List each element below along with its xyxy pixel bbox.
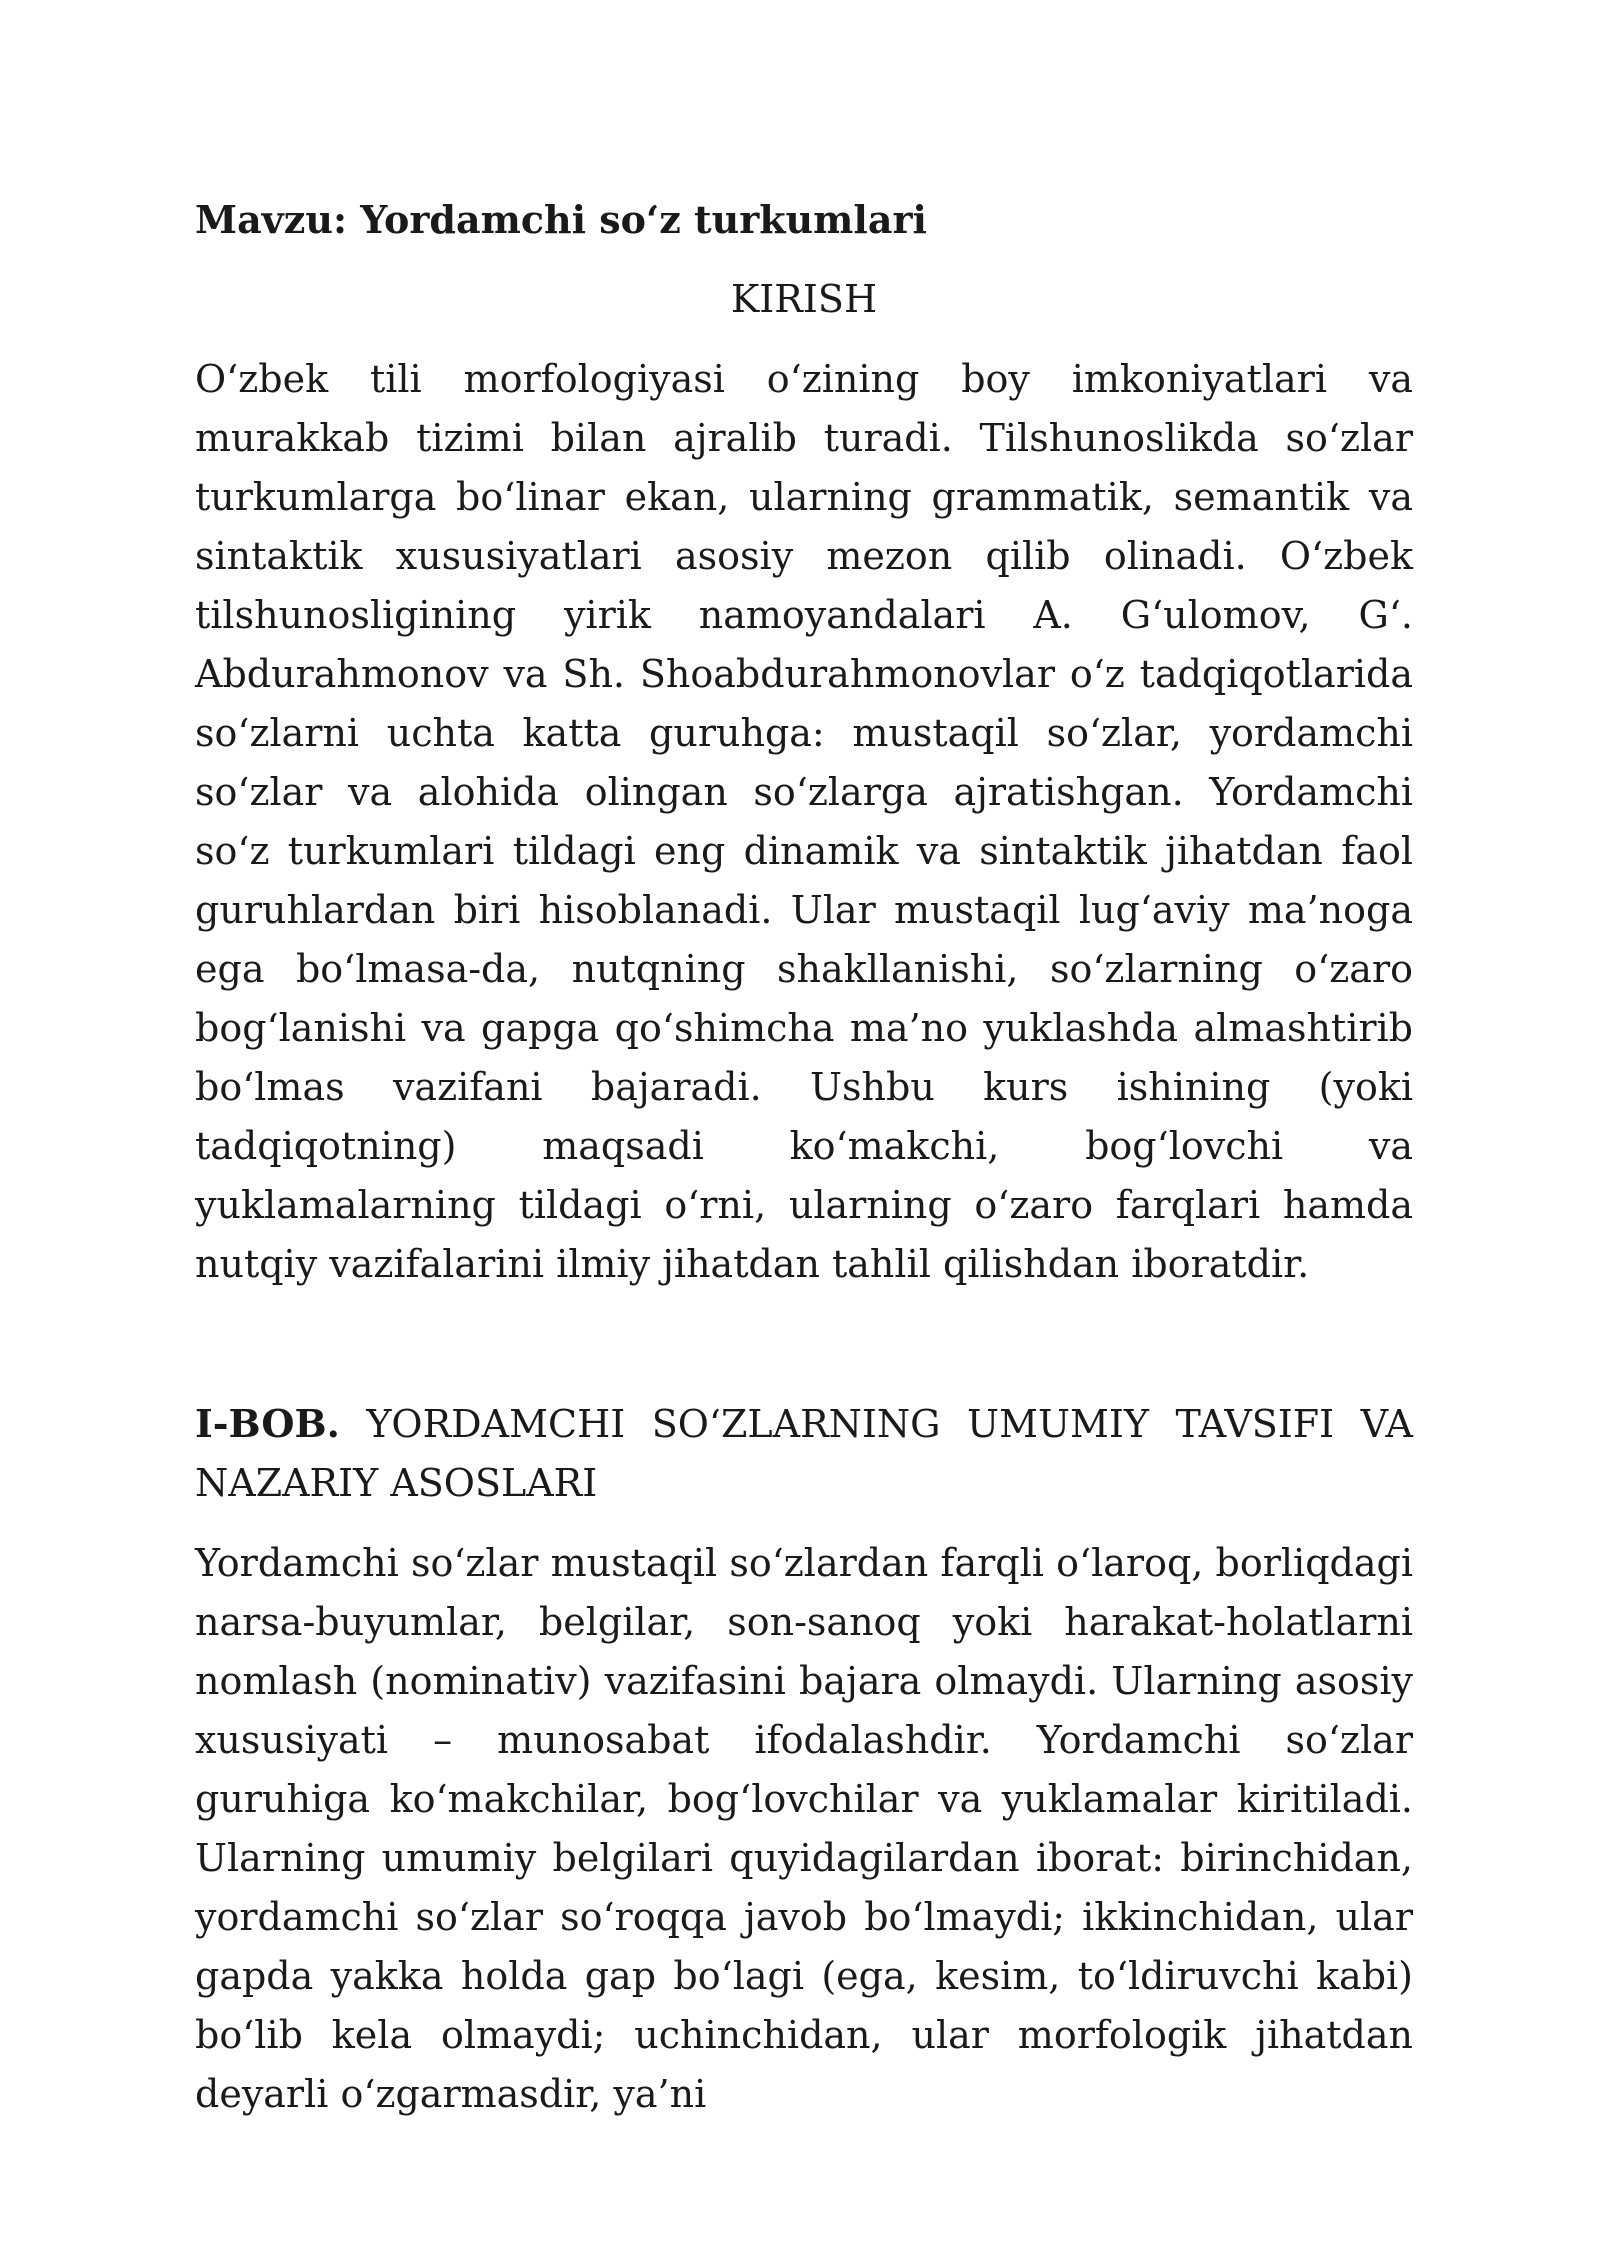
intro-paragraph: O‘zbek tili morfologiyasi o‘zining boy imkoniyatlari va murakkab tizimi bilan ajralib turadi. Tilshunoslikda so‘zlar turkumlarga bo‘linar ekan, ularning grammatik, semantik va sintaktik xususiyatlari asosiy mezon qilib olinadi. O‘zbek tilshunosligining yirik namoyandalari A. G‘ulomov, G‘. Abdurahmonov va Sh. Shoabdurahmonovlar o‘z tadqiqotlarida so‘zlarni uchta katta guruhga: mustaqil so‘zlar, yordamchi so‘zlar va alohida olingan so‘zlarga ajratishgan. Yordamchi so‘z turkumlari tildagi eng dinamik va sintaktik jihatdan faol guruhlardan biri hisoblanadi. Ular mustaqil lug‘aviy ma’noga ega bo‘lmasa-da, nutqning shakllanishi, so‘zlarning o‘zaro bog‘lanishi va gapga qo‘shimcha ma’no yuklashda almashtirib bo‘lmas vazifani bajaradi. Ushbu kurs ishining (yoki tadqiqotning) maqsadi ko‘makchi, bog‘lovchi va yuklamalarning tildagi o‘rni, ularning o‘zaro farqlari hamda nutqiy vazifalarini ilmiy jihatdan tahlil qilishdan iboratdir. (195, 357, 1413, 1286)
chapter-title: YORDAMCHI SO‘ZLARNING UMUMIY TAVSIFI VA NAZARIY ASOSLARI (195, 1402, 1413, 1505)
document-page (195, 190, 1413, 2124)
chapter-heading (195, 1394, 1413, 1513)
topic-title: Mavzu: Yordamchi so‘z turkumlari (195, 197, 927, 242)
chapter-paragraph: Yordamchi so‘zlar mustaqil so‘zlardan farqli o‘laroq, borliqdagi narsa-buyumlar, belgilar, son-sanoq yoki harakat-holatlarni nomlash (nominativ) vazifasini bajara olmaydi. Ularning asosiy xususiyati – munosabat ifodalashdir. Yordamchi so‘zlar guruhiga ko‘makchilar, bog‘lovchilar va yuklamalar kiritiladi. Ularning umumiy belgilari quyidagilardan iborat: birinchidan, yordamchi so‘zlar so‘roqqa javob bo‘lmaydi; ikkinchidan, ular gapda yakka holda gap bo‘lagi (ega, kesim, to‘ldiruvchi kabi) bo‘lib kela olmaydi; uchinchidan, ular morfologik jihatdan deyarli o‘zgarmasdir, ya’ni (195, 1541, 1413, 2116)
chapter-label: I-BOB. (195, 1401, 340, 1446)
intro-heading: KIRISH (730, 277, 878, 321)
